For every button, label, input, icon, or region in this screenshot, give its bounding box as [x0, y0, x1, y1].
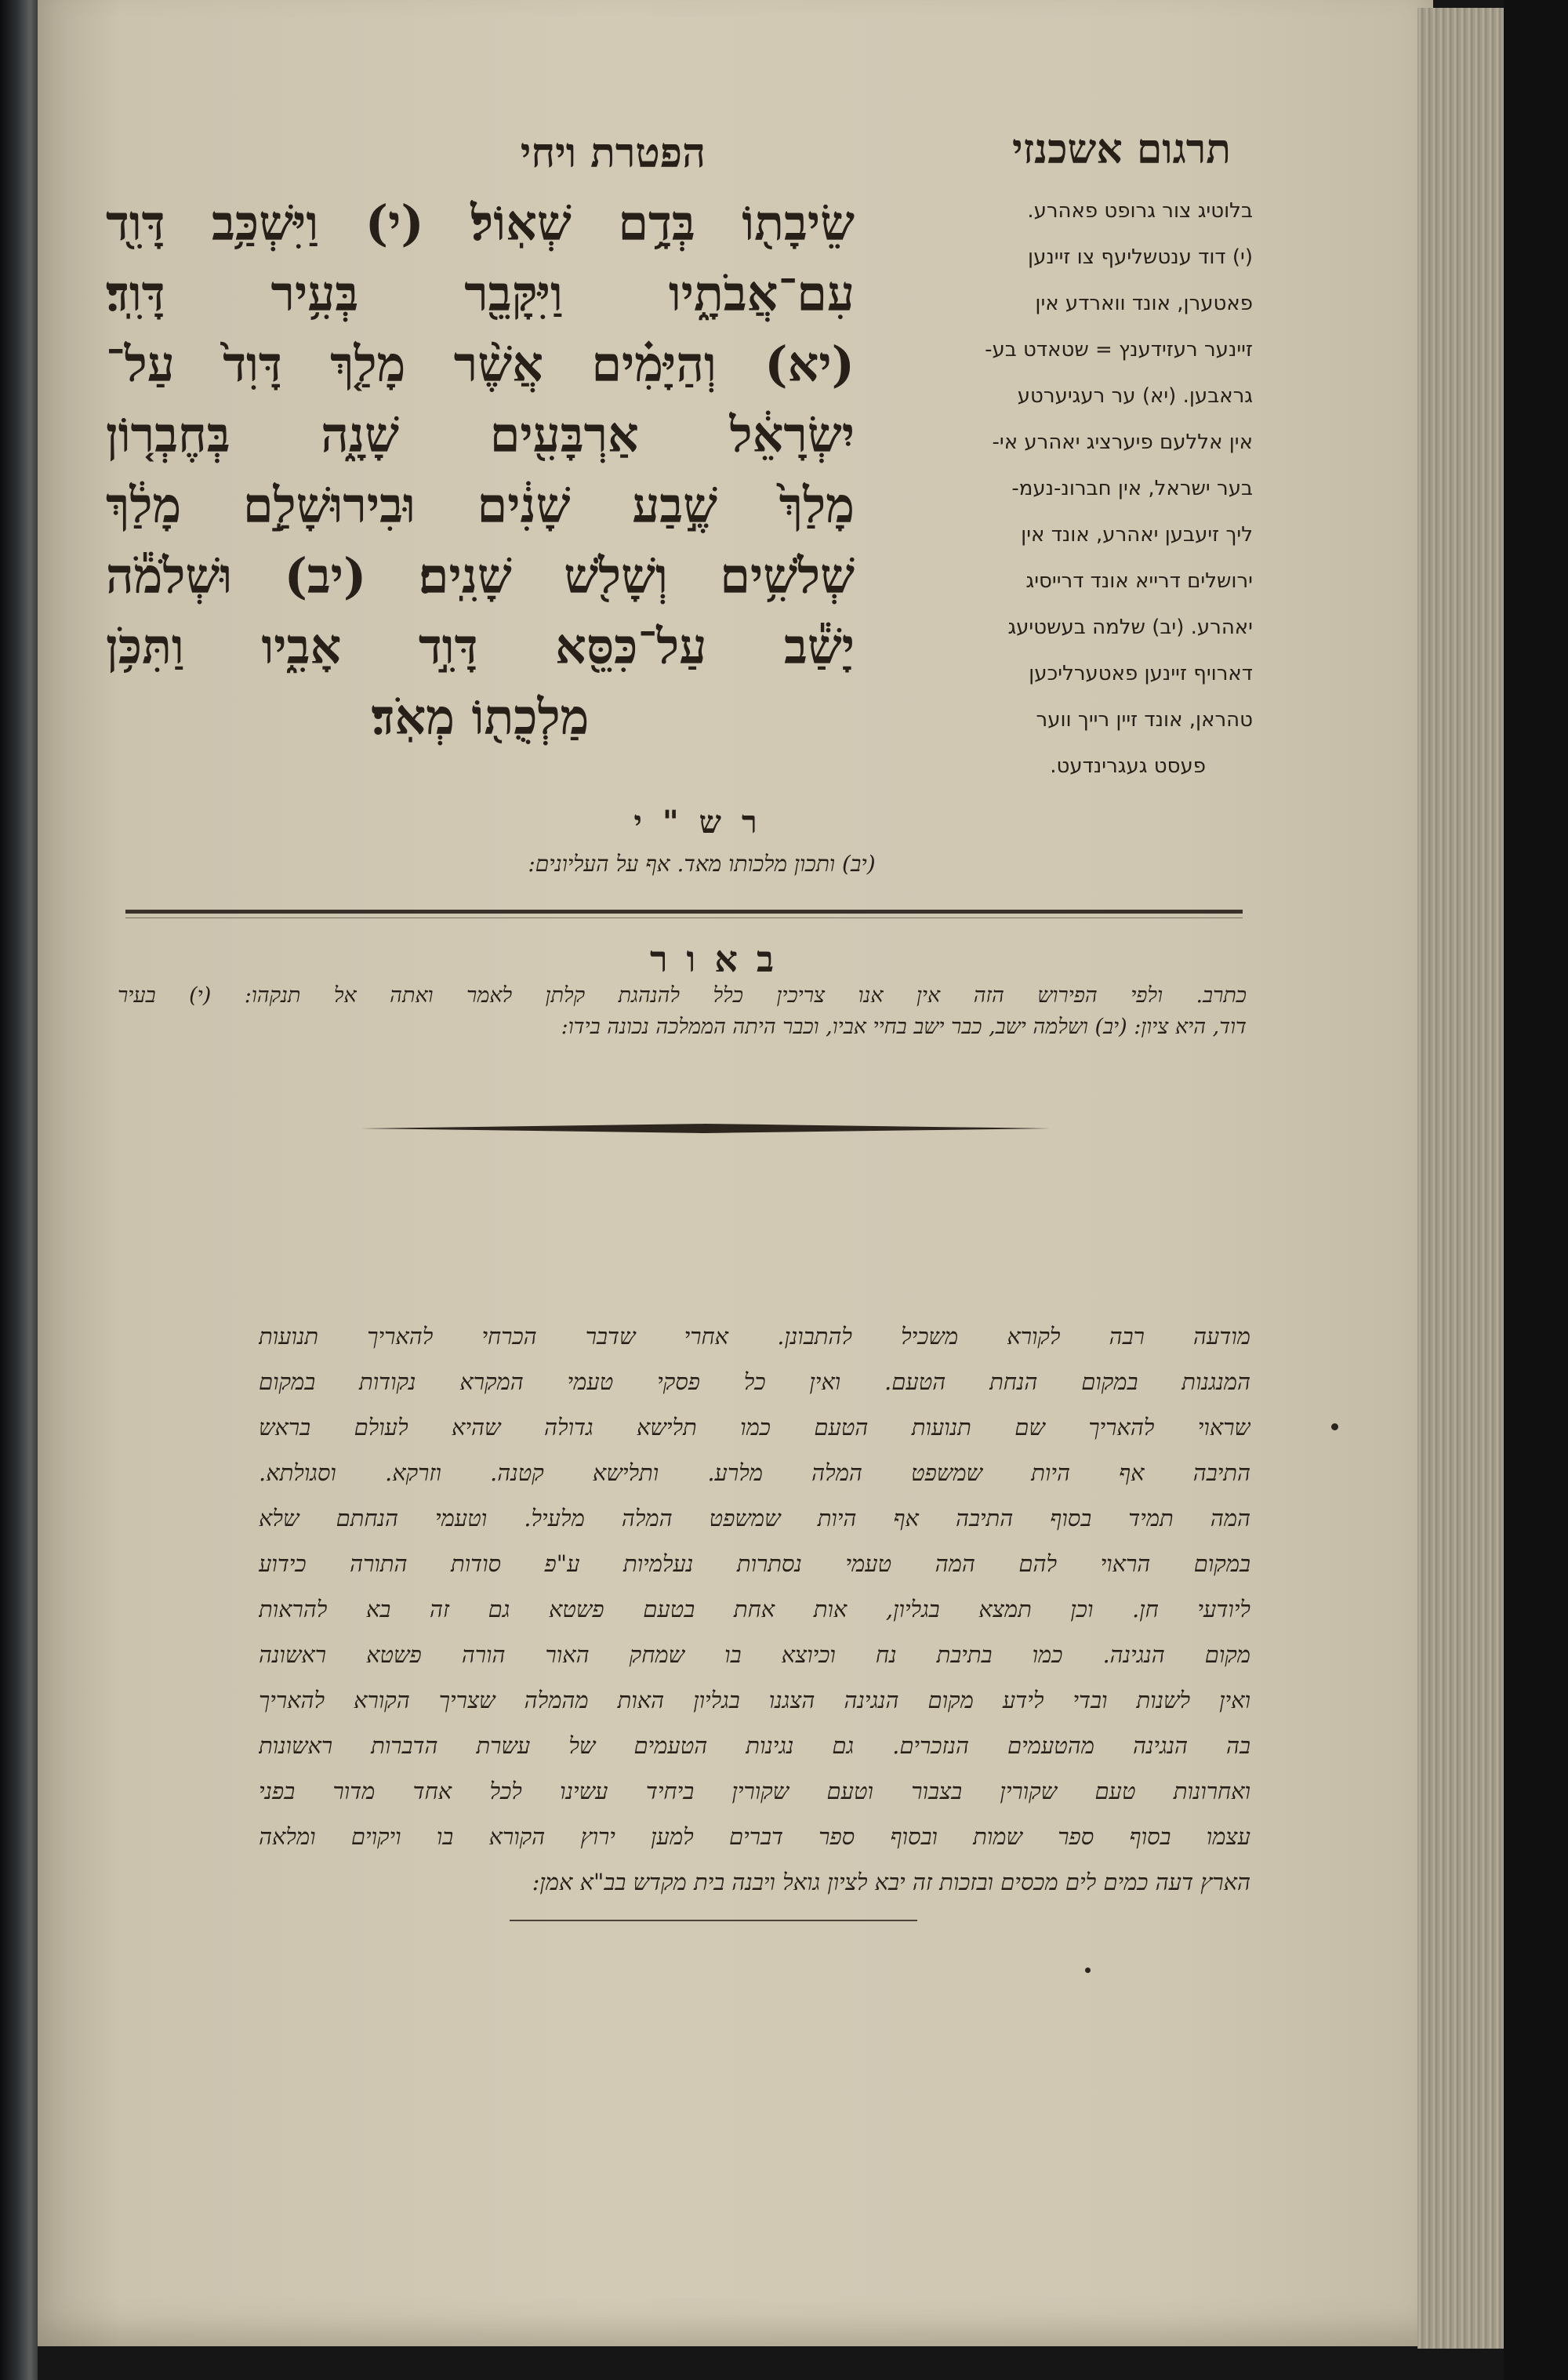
- note-line: התיבה אף היות שמשפט המלה מלרע. ותלישא קטנה. וזרקא. וסגולתא.: [259, 1459, 1250, 1486]
- targum-line: זיינער רעזידענץ = שטאדט בע-: [985, 338, 1253, 362]
- rashi-header: רש"י: [633, 804, 778, 841]
- beur-line: כתרב. ולפי הפירוש הזה אין אנו צריכין כלל להנהגת קלתן לאמר ואתה אל תנקהו: (י) בעיר: [118, 983, 1247, 1008]
- haftarah-verse-column: [106, 188, 855, 753]
- beur-line: דוד, היא ציון: (יב) ושלמה ישב, כבר ישב בחיי אביו, וכבר היתה הממלכה נכונה בידו:: [561, 1015, 1247, 1039]
- note-line: עצמו בסוף ספר שמות ובסוף ספר דברים למען ירוץ הקורא בו ויקוים ומלאה: [259, 1823, 1250, 1850]
- verse-line: עִם־אֲבֹתָ֑יו וַיִּקָּבֵ֖ר בְּעִ֥יר דָּוִֽד׃: [106, 265, 855, 322]
- rashi-commentary: (יב) ותכון מלכותו מאד. אף על העליונים:: [528, 851, 876, 877]
- targum-line: (י) דוד ענטשליעף צו זיינען: [1027, 245, 1253, 269]
- verse-line: מַלְכֻת֖וֹ מְאֹֽד׃: [371, 689, 590, 746]
- targum-line: דארויף זיינען פאטערליכען: [1029, 662, 1253, 685]
- section-divider-thin: [125, 917, 1243, 918]
- ink-speck: [1331, 1423, 1338, 1430]
- verse-line: שְׁלֹשִׁ֥ים וְשָׁלֹ֖שׁ שָׁנִֽים׃ (יב) וּשְׁלֹמֹ֕ה: [106, 547, 855, 605]
- targum-line: גראבען. (יא) ער רעגיערטע: [1017, 384, 1253, 408]
- note-line: מודעה רבה לקורא משכיל להתבונן. אחרי שדבר הכרחי להאריך תנועות: [259, 1323, 1250, 1350]
- note-line: ואין לשנות ובדי לידע מקום הנגינה הצגנו בגליון האות מהמלה שצריך הקורא להאריך: [259, 1687, 1250, 1713]
- targum-column: [877, 188, 1253, 790]
- targum-line: ליך זיעבען יאהרע, אונד אין: [1021, 523, 1253, 547]
- note-line: המנגנות במקום הנחת הטעם. ואין כל פסקי טעמי המקרא נקודות במקום: [259, 1368, 1250, 1395]
- haftarah-header: הפטרת ויחי: [520, 129, 706, 177]
- note-line: הארץ דעה כמים לים מכסים ובזכות זה יבא לציון גואל ויבנה בית מקדש בב"א אמן:: [532, 1869, 1250, 1895]
- targum-line: פאטערן, אונד ווארדע אין: [1035, 292, 1253, 315]
- beur-commentary: [118, 980, 1247, 1043]
- targum-line: טהראן, אונד זיין רייך ווער: [1036, 708, 1253, 732]
- note-line: ואחרונות טעם שקורין בצבור וטעם שקורין ביחיד עשינו לכל אחד מדור בפני: [259, 1778, 1250, 1804]
- decorative-swash-rule: [361, 1121, 1051, 1135]
- scan-background: [1504, 0, 1568, 2380]
- verse-line: (יא) וְהַיָּמִ֗ים אֲשֶׁ֨ר מָלַ֤ךְ דָּוִד֙ עַל־: [106, 336, 855, 393]
- page-block-edge: [1417, 8, 1504, 2349]
- targum-line: אין אללעם פיערציג יאהרע אי-: [992, 431, 1253, 454]
- verse-line: שֵׂיבָת֖וֹ בְּדָ֥ם שְׁאֽוֹל׃ (י) וַיִּשְׁכַּ֥ב דָּוִ֖ד: [106, 194, 855, 252]
- targum-line: בער ישראל, אין חברונ-נעמ-: [1011, 477, 1253, 500]
- facing-page-edge: [0, 0, 38, 2380]
- verse-line: יָשַׁ֕ב עַל־כִּסֵּ֖א דָּוִ֣ד אָבִ֑יו וַתִּכֹּ֥ן: [106, 618, 855, 675]
- verse-line: יִשְׂרָאֵ֔ל אַרְבָּעִ֖ים שָׁנָ֑ה בְּחֶבְר֤וֹן: [106, 406, 855, 463]
- section-divider: [125, 910, 1243, 914]
- targum-line: יאהרע. (יב) שלמה בעשטיעג: [1007, 616, 1253, 639]
- note-line: המה תמיד בסוף התיבה אף היות שמשפט המלה מלעיל. וטעמי הנחתם שלא: [259, 1505, 1250, 1532]
- ink-speck: [1085, 1968, 1091, 1973]
- note-line: במקום הראוי להם המה טעמי נסתרות נעלמיות ע"פ סודות התורה כידוע: [259, 1550, 1250, 1577]
- targum-line: בלוטיג צור גרופט פאהרע.: [1027, 199, 1253, 223]
- targum-line: פעסט געגרינדעט.: [1050, 754, 1206, 778]
- note-line: שראוי להאריך שם תנועות הטעם כמו תלישא גדולה שהיא לעולם בראש: [259, 1414, 1250, 1441]
- targum-line: ירושלים דרייא אונד דרייסיג: [1025, 569, 1253, 593]
- note-line: בה הנגינה מהטעמים הנזכרים. גם נגינות הטעמים של עשרת הדברות ראשונות: [259, 1732, 1250, 1759]
- targum-header: תרגום אשכנזי: [1012, 125, 1231, 173]
- verse-line: מָלַךְ֙ שֶׁ֣בַע שָׁנִ֔ים וּבִירוּשָׁלִַ֣ם מָלַ֔ךְ: [106, 477, 855, 534]
- printers-note: [259, 1314, 1250, 1905]
- beur-header: באור: [649, 938, 793, 980]
- note-line: ליודעי חן. וכן תמצא בגליון, אות אחת בטעם פשטא גם זה בא להראות: [259, 1596, 1250, 1622]
- note-line: מקום הנגינה. כמו בתיבת נח וכיוצא בו שמחק האור הורה פשטא ראשונה: [259, 1641, 1250, 1668]
- closing-rule: [510, 1920, 917, 1921]
